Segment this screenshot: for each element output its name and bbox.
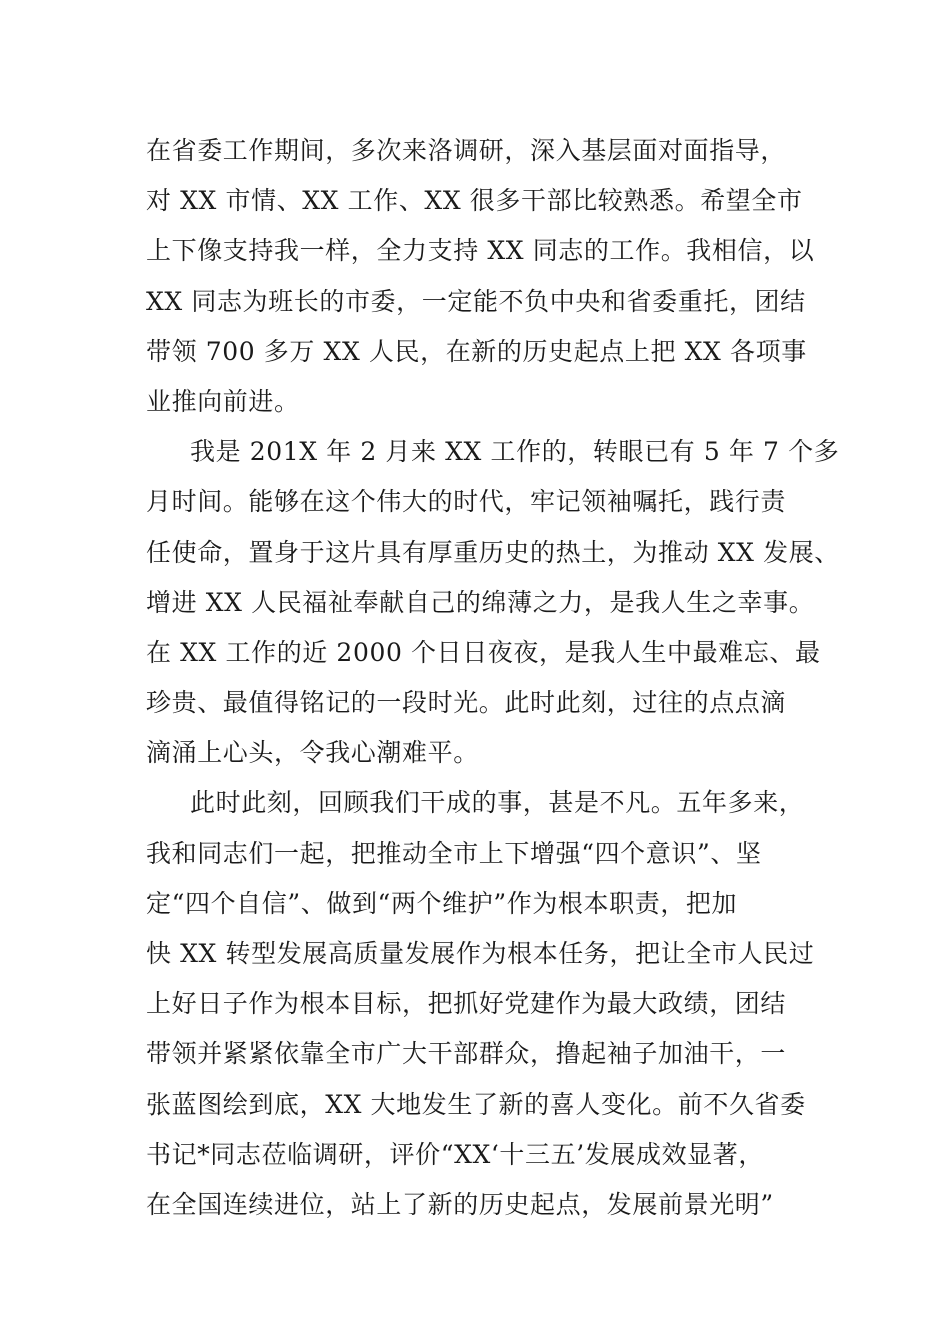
p2-line-6: 珍贵、最值得铭记的一段时光。此时此刻，过往的点点滴 xyxy=(146,688,787,718)
p3-line-2: 我和同志们一起，把推动全市上下增强“四个意识”、坚 xyxy=(146,838,762,868)
p1-line-5: 带领 700 多万 XX 人民，在新的历史起点上把 XX 各项事 xyxy=(146,336,807,366)
p2-line-2: 月时间。能够在这个伟大的时代，牢记领袖嘱托，践行责 xyxy=(146,487,787,517)
p2-line-3: 任使命，置身于这片具有厚重历史的热土，为推动 XX 发展、 xyxy=(146,537,840,567)
document-body xyxy=(146,126,840,1230)
p1-line-2: 对 XX 市情、XX 工作、XX 很多干部比较熟悉。希望全市 xyxy=(146,186,803,216)
p3-line-9: 在全国连续进位，站上了新的历史起点，发展前景光明” xyxy=(146,1189,774,1219)
p3-line-7: 张蓝图绘到底，XX 大地发生了新的喜人变化。前不久省委 xyxy=(146,1089,806,1119)
p1-line-1: 在省委工作期间，多次来洛调研，深入基层面对面指导， xyxy=(146,136,787,165)
p3-line-8: 书记*同志莅临调研，评价“XX‘十三五’发展成效显著， xyxy=(146,1139,764,1169)
p1-line-4: XX 同志为班长的市委，一定能不负中央和省委重托，团结 xyxy=(146,286,806,316)
p3-line-1: 此时此刻，回顾我们干成的事，甚是不凡。五年多来， xyxy=(190,788,805,818)
p2-line-7: 滴涌上心头，令我心潮难平。 xyxy=(146,738,479,768)
p2-line-1: 我是 201X 年 2 月来 XX 工作的，转眼已有 5 年 7 个多 xyxy=(190,437,840,467)
p2-line-5: 在 XX 工作的近 2000 个日日夜夜，是我人生中最难忘、最 xyxy=(146,637,821,667)
p1-line-6: 业推向前进。 xyxy=(146,386,300,416)
p3-line-6: 带领并紧紧依靠全市广大干部群众，撸起袖子加油干，一 xyxy=(146,1039,787,1069)
p3-line-4: 快 XX 转型发展高质量发展作为根本任务，把让全市人民过 xyxy=(146,939,815,968)
p3-line-3: 定“四个自信”、做到“两个维护”作为根本职责，把加 xyxy=(146,888,738,918)
p1-line-3: 上下像支持我一样，全力支持 XX 同志的工作。我相信，以 xyxy=(146,236,815,266)
p2-line-4: 增进 XX 人民福祉奉献自己的绵薄之力，是我人生之幸事。 xyxy=(146,587,815,617)
p3-line-5: 上好日子作为根本目标，把抓好党建作为最大政绩，团结 xyxy=(146,989,787,1019)
